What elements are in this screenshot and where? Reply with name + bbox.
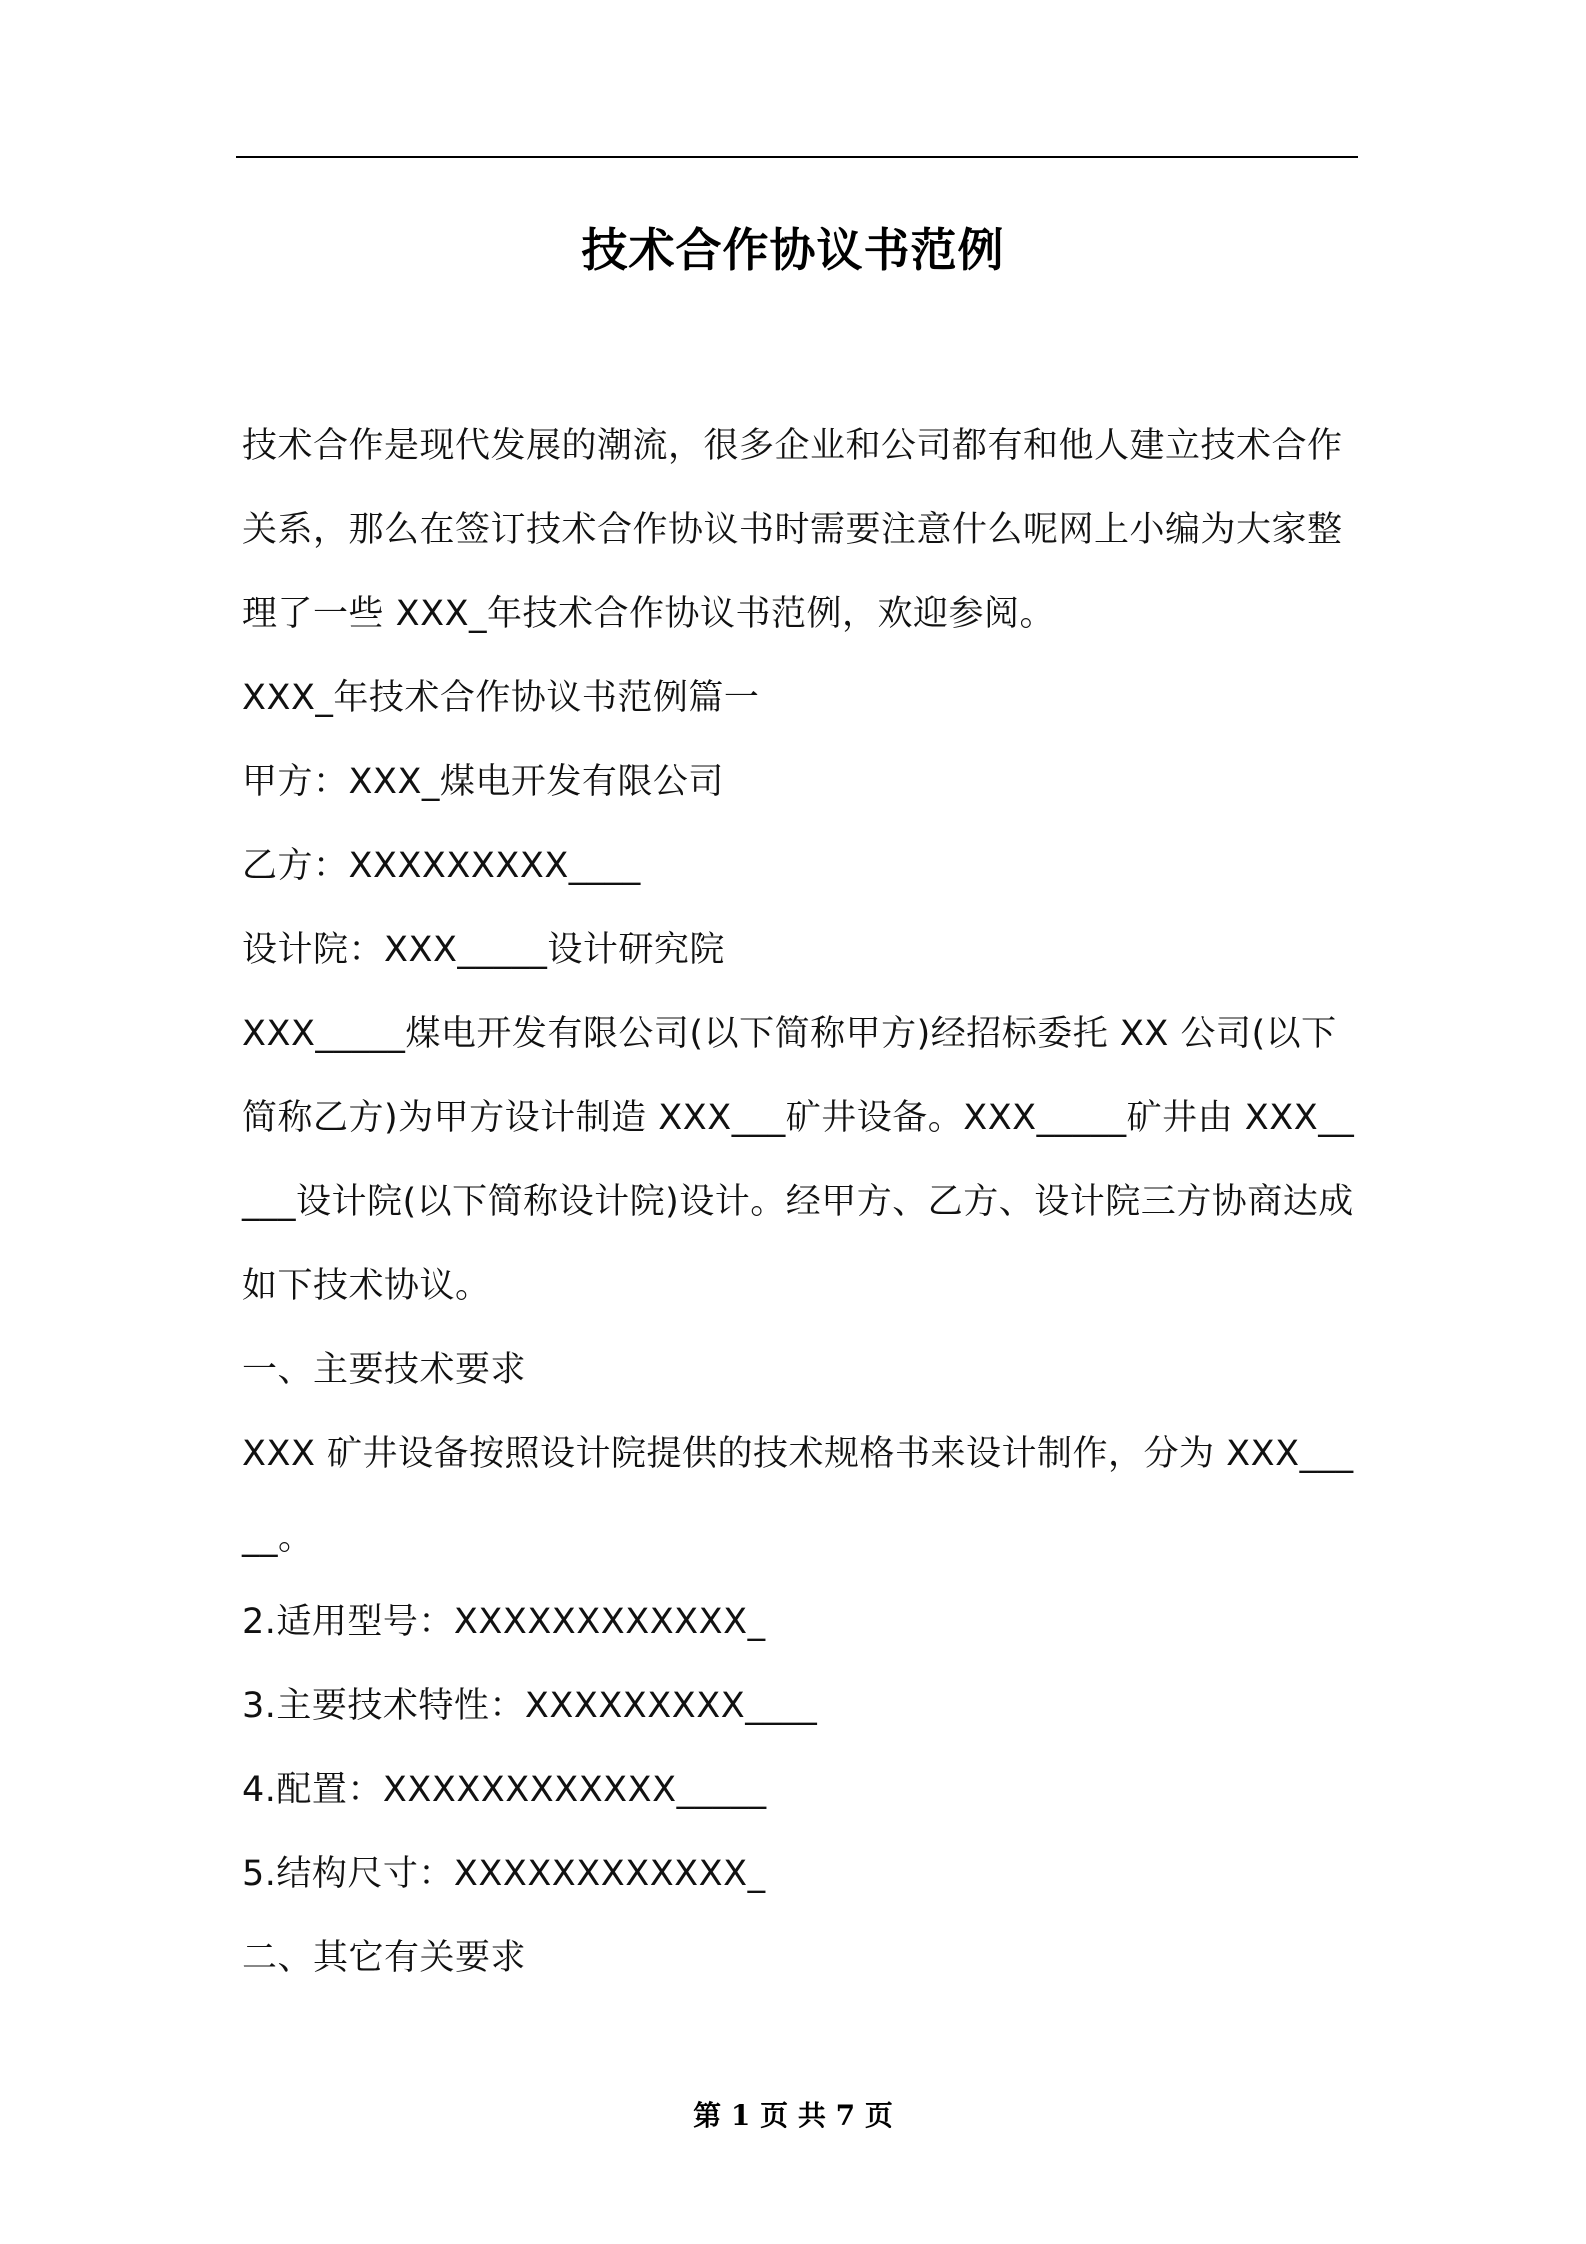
header-rule [236, 156, 1358, 158]
page-number-footer: 第 1 页 共 7 页 [693, 2099, 893, 2132]
agreement-preamble-paragraph: XXX_____煤电开发有限公司(以下简称甲方)经招标委托 XX 公司(以下简称乙方)为甲方设计制造 XXX___矿井设备。XXX_____矿井由 XXX_____设计院(以下简称设计院)设计。经甲方、乙方、设计院三方协商达成如下技术协议。 [242, 1014, 1355, 1306]
item-main-technical-features: 3.主要技术特性：XXXXXXXXX____ [242, 1686, 818, 1726]
document-body [242, 404, 1356, 2000]
item-structural-dimensions: 5.结构尺寸：XXXXXXXXXXXX_ [242, 1854, 766, 1894]
design-institute-line: 设计院：XXX_____设计研究院 [242, 930, 725, 970]
party-a-line: 甲方：XXX_煤电开发有限公司 [242, 762, 724, 802]
equipment-spec-paragraph: XXX 矿井设备按照设计院提供的技术规格书来设计制作，分为 XXX_____。 [242, 1434, 1354, 1558]
document-title: 技术合作协议书范例 [581, 223, 1005, 277]
item-configuration: 4.配置：XXXXXXXXXXXX_____ [242, 1770, 767, 1810]
intro-paragraph: 技术合作是现代发展的潮流，很多企业和公司都有和他人建立技术合作关系，那么在签订技术合作协议书时需要注意什么呢网上小编为大家整理了一些 XXX_年技术合作协议书范例，欢迎参阅。 [242, 426, 1343, 634]
item-applicable-model: 2.适用型号：XXXXXXXXXXXX_ [242, 1602, 766, 1642]
party-b-line: 乙方：XXXXXXXXX____ [242, 846, 641, 886]
heading-main-technical-requirements: 一、主要技术要求 [242, 1350, 527, 1390]
section-heading-part-one: XXX_年技术合作协议书范例篇一 [242, 678, 760, 718]
heading-other-requirements: 二、其它有关要求 [242, 1938, 527, 1978]
